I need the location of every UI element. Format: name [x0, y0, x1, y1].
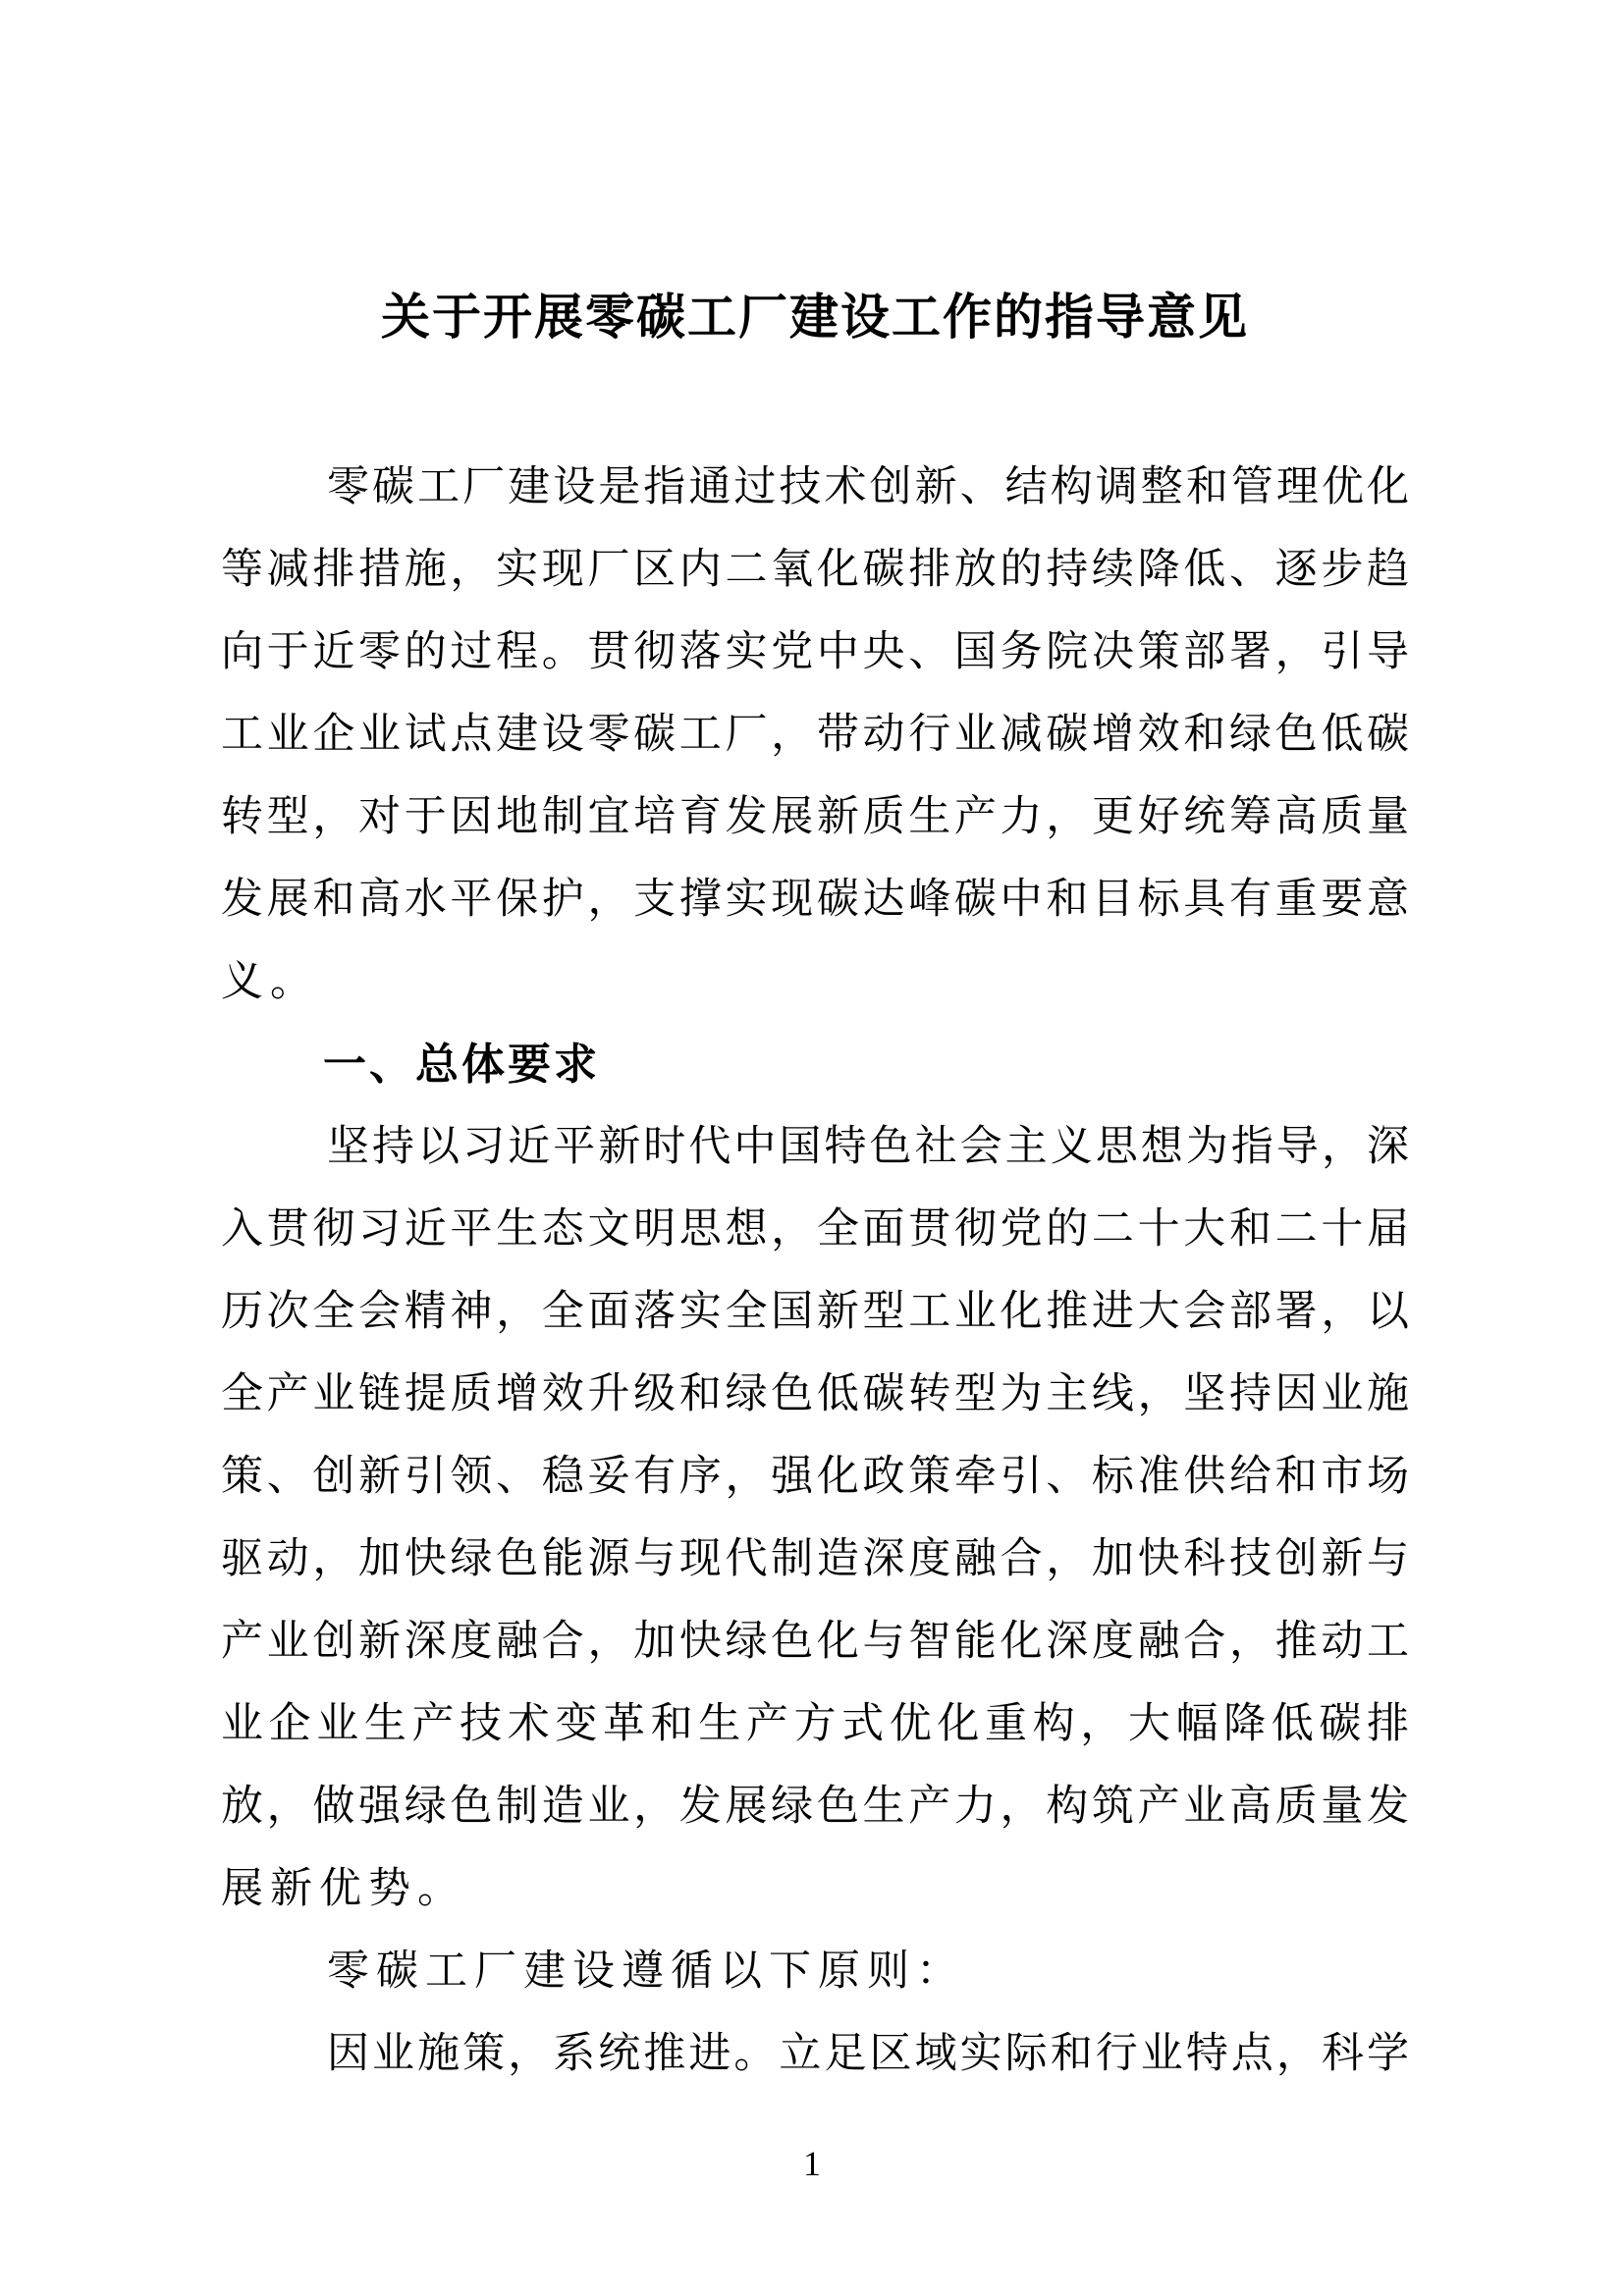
section-heading: 一、总体要求	[323, 1041, 600, 1089]
text-line: 产业创新深度融合，加快绿色化与智能化深度融合，推动工	[221, 1619, 1409, 1665]
text-line: 零碳工厂建设是指通过技术创新、结构调整和管理优化	[327, 464, 1409, 510]
text-line: 驱动，加快绿色能源与现代制造深度融合，加快科技创新与	[221, 1536, 1409, 1582]
text-line: 发展和高水平保护，支撑实现碳达峰碳中和目标具有重要意	[221, 877, 1409, 923]
text-line: 等减排措施，实现厂区内二氧化碳排放的持续降低、逐步趋	[221, 547, 1409, 593]
document-body	[221, 447, 1409, 2096]
text-line: 历次全会精神，全面落实全国新型工业化推进大会部署，以	[221, 1289, 1409, 1335]
text-line: 入贯彻习近平生态文明思想，全面贯彻党的二十大和二十届	[221, 1206, 1409, 1253]
text-line: 零碳工厂建设遵循以下原则：	[327, 1949, 965, 1995]
text-line: 展新优势。	[221, 1866, 466, 1912]
text-line: 放，做强绿色制造业，发展绿色生产力，构筑产业高质量发	[221, 1784, 1409, 1830]
text-line: 全产业链提质增效升级和绿色低碳转型为主线，坚持因业施	[221, 1371, 1409, 1417]
page-number: 1	[803, 2144, 821, 2183]
text-line: 坚持以习近平新时代中国特色社会主义思想为指导，深	[327, 1124, 1409, 1170]
text-line: 因业施策，系统推进。立足区域实际和行业特点，科学	[327, 2031, 1409, 2077]
document-content	[221, 0, 1409, 2096]
text-line: 工业企业试点建设零碳工厂，带动行业减碳增效和绿色低碳	[221, 712, 1409, 758]
text-line: 向于近零的过程。贯彻落实党中央、国务院决策部署，引导	[221, 629, 1409, 675]
text-line: 义。	[221, 959, 319, 1005]
text-line: 策、创新引领、稳妥有序，强化政策牵引、标准供给和市场	[221, 1454, 1409, 1500]
text-line: 业企业生产技术变革和生产方式优化重构，大幅降低碳排	[221, 1701, 1409, 1747]
text-line: 转型，对于因地制宜培育发展新质生产力，更好统筹高质量	[221, 794, 1409, 840]
document-title: 关于开展零碳工厂建设工作的指导意见	[381, 290, 1249, 345]
